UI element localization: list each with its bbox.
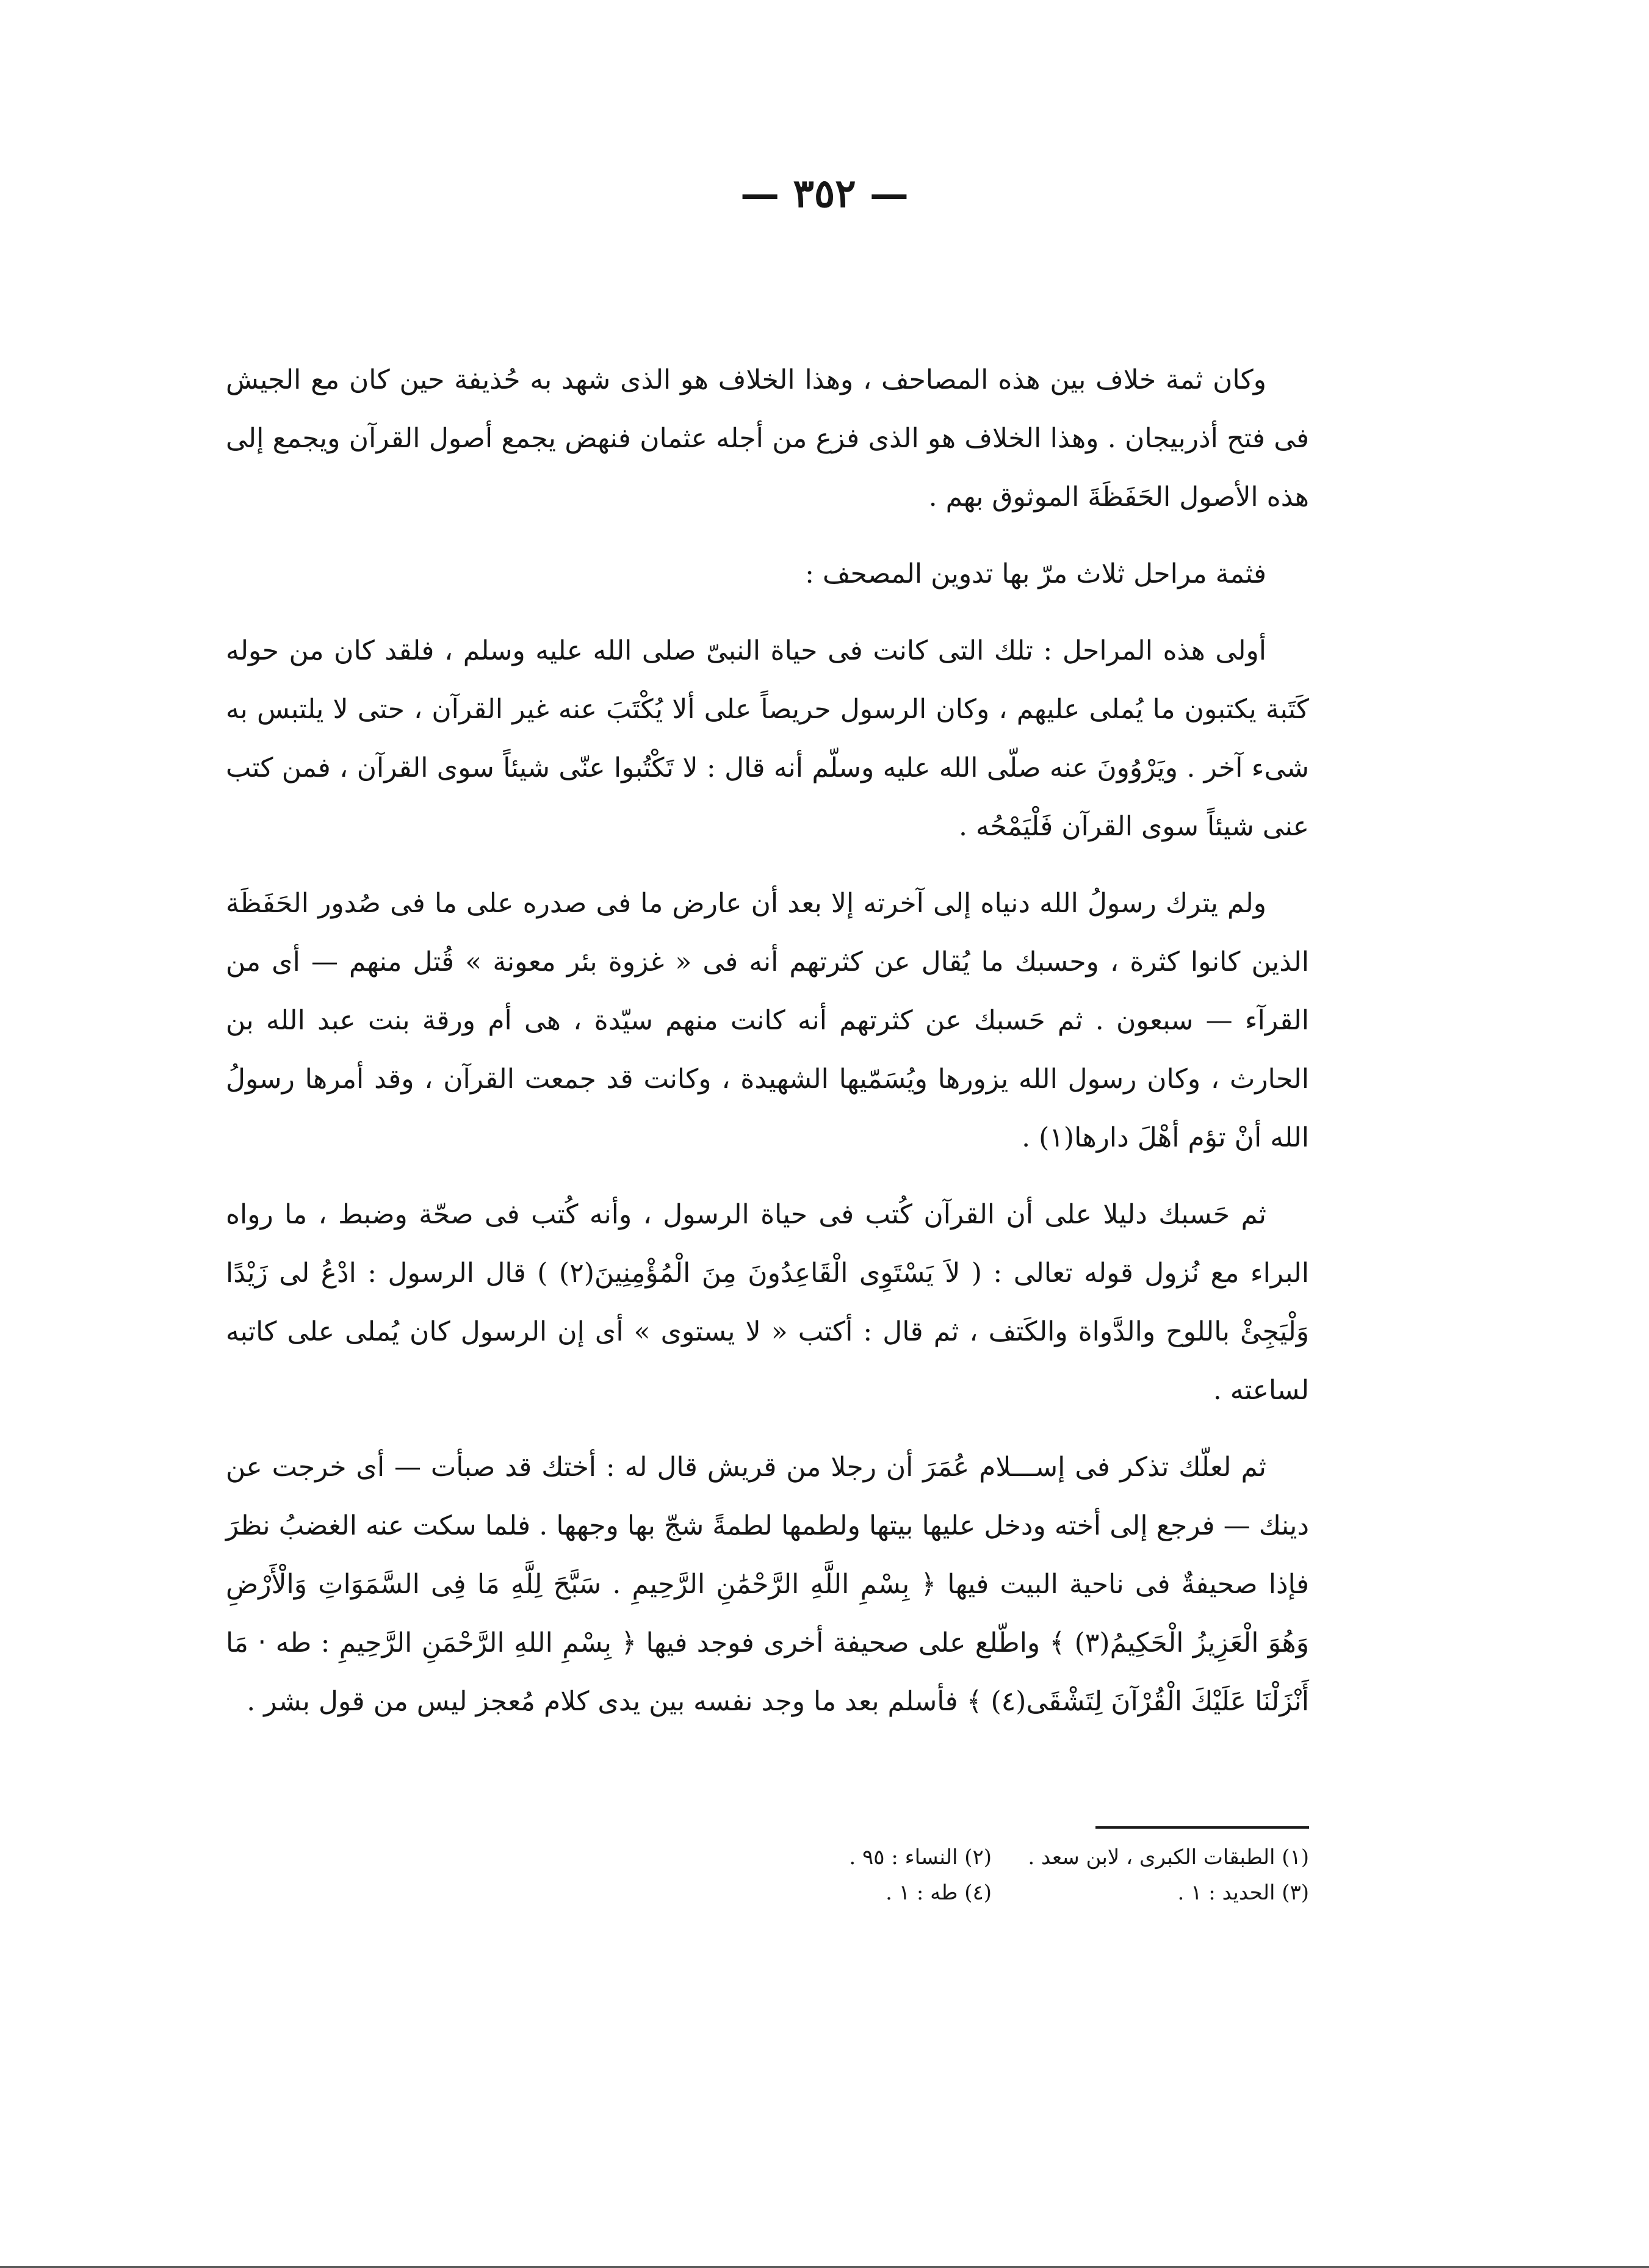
page-number: — ٣٥٢ — <box>740 171 909 217</box>
paragraph: وكان ثمة خلاف بين هذه المصاحف ، وهذا الخلاف هو الذى شهد به حُذيفة حين كان مع الجيش فى فتح أذربيجان . وهذا الخلاف هو الذى فزع من أجله عثمان فنهض يجمع أصول القرآن ويجمع إلى هذه الأصول الحَفَظَةَ الموثوق بهم . <box>226 364 1309 513</box>
footnote-row <box>671 1875 1309 1910</box>
paragraph: ثم حَسبك دليلا على أن القرآن كُتب فى حياة الرسول ، وأنه كُتب فى صحّة وضبط ، ما رواه البراء مع نُزول قوله تعالى : ( لاَ يَسْتَوِى الْقَاعِدُونَ مِنَ الْمُؤْمِنِينَ(٢) ) قال الرسول : ادْعُ لى زَيْدًا وَلْيَجِئْ باللوح والدَّواة والكَتف ، ثم قال : أكتب « لا يستوى » أى إن الرسول كان يُملى على كاتبه لساعته . <box>226 1199 1309 1406</box>
footnote-1: (١) الطبقات الكبرى ، لابن سعد . <box>1028 1845 1309 1870</box>
footnote-4: (٤) طه : ١ . <box>886 1881 992 1905</box>
footnote-divider <box>1095 1826 1309 1829</box>
body-text <box>226 351 1309 1749</box>
paragraph: ولم يترك رسولُ الله دنياه إلى آخرته إلا بعد أن عارض ما فى صدره على ما فى صُدور الحَفَظَة الذين كانوا كثرة ، وحسبك ما يُقال عن كثرتهم أنه فى « غزوة بئر معونة » قُتل منهم — أى من القرآء — سبعون . ثم حَسبك عن كثرتهم أنه كانت منهم سيّدة ، هى أم ورقة بنت عبد الله بن الحارث ، وكان رسول الله يزورها ويُسَمّيها الشهيدة ، وكانت قد جمعت القرآن ، وقد أمرها رسولُ الله أنْ تؤم أهْلَ دارها(١) . <box>226 888 1309 1153</box>
paragraph: ثم لعلّك تذكر فى إســـلام عُمَرَ أن رجلا من قريش قال له : أختك قد صبأت — أى خرجت عن دينك — فرجع إلى أخته ودخل عليها بيتها ولطمها لطمةً شجّ بها وجهها . فلما سكت عنه الغضبُ نظرَ فإذا صحيفةٌ فى ناحية البيت فيها ﴿ بِسْمِ اللَّهِ الرَّحْمَٰنِ الرَّحِيمِ . سَبَّحَ لِلَّهِ مَا فِى السَّمَوَاتِ وَالْأَرْضِ وَهُوَ الْعَزِيزُ الْحَكِيمُ(٣) ﴾ واطّلع على صحيفة أخرى فوجد فيها ﴿ بِسْمِ اللهِ الرَّحْمَنِ الرَّحِيمِ : طه ‧ مَا أَنْزَلْنَا عَلَيْكَ الْقُرْآنَ لِتَشْقَى(٤) ﴾ فأسلم بعد ما وجد نفسه بين يدى كلام مُعجز ليس من قول بشر . <box>226 1452 1309 1717</box>
footnote-row <box>671 1840 1309 1875</box>
paragraph: أولى هذه المراحل : تلك التى كانت فى حياة النبىّ صلى الله عليه وسلم ، فلقد كان من حوله كَتَبة يكتبون ما يُملى عليهم ، وكان الرسول حريصاً على ألا يُكْتَبَ عنه غير القرآن ، حتى لا يلتبس به شىء آخر . ويَرْوُونَ عنه صلّى الله عليه وسلّم أنه قال : لا تَكْتُبوا عنّى شيئاً سوى القرآن ، فمن كتب عنى شيئاً سوى القرآن فَلْيَمْحُه . <box>226 635 1309 842</box>
paragraph: فثمة مراحل ثلاث مرّ بها تدوين المصحف : <box>805 558 1266 589</box>
footnotes <box>671 1840 1309 1910</box>
footnote-2: (٢) النساء : ٩٥ . <box>849 1845 992 1870</box>
footnote-3: (٣) الحديد : ١ . <box>1177 1881 1309 1905</box>
